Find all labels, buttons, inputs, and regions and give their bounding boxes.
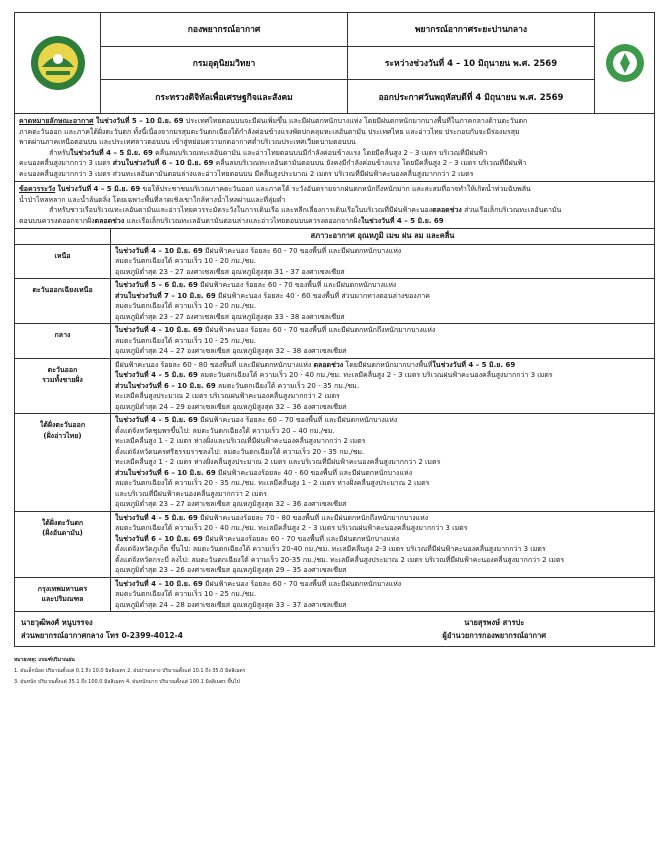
- detail-period: ในช่วงวันที่ 4 – 5 มิ.ย. 69: [115, 416, 198, 424]
- rainfall-notes: [14, 655, 655, 688]
- detail-line: [115, 489, 650, 500]
- region-name-line: กรุงเทพมหานคร: [37, 584, 88, 593]
- detail-line: [115, 267, 650, 278]
- notes-line-2: 3. ฝนหนัก ปริมาณตั้งแต่ 35.1 ถึง 100.0 มิลลิเมตร 4. ฝนหนักมาก ปริมาณตั้งแต่ 100.1 มิลลิเมตร ขึ้นไป: [14, 679, 240, 685]
- region-col-header: [15, 229, 111, 244]
- director-title: ผู้อำนวยการกองพยากรณ์อากาศ: [442, 631, 547, 640]
- detail-period: ส่วนในช่วงวันที่ 6 – 10 มิ.ย. 69: [115, 381, 216, 390]
- detail-text: อุณหภูมิต่ำสุด 24 – 29 องศาเซลเซียส อุณหภูมิสูงสุด 32 – 36 องศาเซลเซียส: [115, 402, 347, 411]
- detail-line: [115, 280, 650, 291]
- caution-label: ข้อควรระวัง: [19, 185, 56, 193]
- detail-text: มีฝนฟ้าคะนอง ร้อยละ 40 - 60 ของพื้นที่ ส่วนมากทางตอนล่างของภาค: [215, 291, 430, 300]
- document-header: [14, 12, 655, 114]
- region-name-line: เหนือ: [54, 251, 71, 260]
- region-name: [15, 244, 111, 279]
- forecaster-name: นายวุฒิพงศ์ หนูบรรจง: [21, 618, 93, 627]
- table-row: [15, 577, 655, 612]
- detail-period: ตลอดช่วง: [313, 360, 344, 369]
- region-name-line: และปริมณฑล: [41, 595, 84, 603]
- detail-period: ในช่วงวันที่ 4 – 10 มิ.ย. 69: [115, 326, 203, 334]
- region-name: [15, 358, 111, 414]
- detail-text: และบริเวณที่มีฝนฟ้าคะนองคลื่นสูงมากกว่า 2 เมตร: [115, 489, 267, 498]
- detail-text: ตั้งแต่จังหวัดภูเก็ต ขึ้นไป: ลมตะวันตกเฉียงใต้ ความเร็ว 20-40 กม./ชม. ทะเลมีคลื่นสูง 2-3 เมตร บริเวณที่มีฝนฟ้าคะนองคลื่นสูงมากกว่า 3 เมตร: [115, 545, 546, 553]
- detail-text: อุณหภูมิต่ำสุด 23 – 27 องศาเซลเซียส อุณหภูมิสูงสุด 32 – 36 องศาเซลเซียส: [115, 500, 347, 508]
- detail-line: [115, 370, 650, 381]
- header-agency-block: [101, 13, 348, 113]
- detail-period: ในช่วงวันที่ 4 – 5 มิ.ย. 69: [432, 360, 516, 369]
- detail-line: [115, 346, 650, 357]
- tmd-emblem-icon: [604, 42, 646, 84]
- header-forecast-period: ระหว่างช่วงวันที่ 4 – 10 มิถุนายน พ.ศ. 2569: [348, 47, 594, 81]
- table-row: [15, 511, 655, 577]
- detail-text: อุณหภูมิต่ำสุด 23 - 27 องศาเซลเซียส อุณหภูมิสูงสุด 33 - 38 องศาเซลเซียส: [115, 312, 345, 321]
- detail-line: [115, 256, 650, 267]
- detail-period: ในช่วงวันที่ 4 – 5 มิ.ย. 69: [115, 513, 198, 522]
- forecaster-contact: ส่วนพยากรณ์อากาศกลาง โทร 0-2399-4012-4: [21, 631, 183, 640]
- detail-line: [115, 600, 650, 611]
- detail-period: ในช่วงวันที่ 4 – 10 มิ.ย. 69: [115, 246, 203, 255]
- detail-line: [115, 391, 650, 402]
- region-name-line: กลาง: [54, 331, 71, 339]
- detail-line: [115, 589, 650, 600]
- detail-line: [115, 457, 650, 468]
- detail-line: [115, 246, 650, 257]
- detail-text: ลมตะวันตกเฉียงใต้ ความเร็ว 10 - 20 กม./ชม.: [115, 302, 257, 310]
- regional-forecast-table: [14, 229, 655, 612]
- detail-line: [115, 523, 650, 534]
- region-details: [111, 324, 655, 359]
- detail-line: [115, 336, 650, 347]
- detail-line: [115, 478, 650, 489]
- detail-line: [115, 312, 650, 323]
- caution-notice: ข้อควรระวัง ในช่วงวันที่ 4 – 5 มิ.ย. 69 ขอให้ประชาชนบริเวณภาคตะวันออก และภาคใต้ ระวังอันตรายจากฝนตกหนักถึงหนักมาก และสะสมที่อาจทำให้เกิดน้ำท่วมฉับพลัน น้ำป่าไหลหลาก และน้ำล้นตลิ่ง โดยเฉพาะพื้นที่ลาดเชิงเขาใกล้ทางน้ำไหลผ่านและที่ลุ่มต่ำ สำหรับชาวเรือบริเวณทะเลอันดามันและอ่าวไทยควรระมัดระวังในการเดินเรือ และหลีกเลี่ยงการเดินเรือในบริเวณที่มีฝนฟ้าคะนองตลอดช่วง ส่วนเรือเล็กบริเวณทะเลอันดามัน ตอนบนควรงดออกจากฝั่งตลอดช่วง และเรือเล็กบริเวณทะเลอันดามันตอนล่างและอ่าวไทยตอนบนควรงดออกจากฝั่งในช่วงวันที่ 4 – 5 มิ.ย. 69: [19, 185, 562, 225]
- detail-line: [115, 513, 650, 524]
- detail-period: ในช่วงวันที่ 6 – 10 มิ.ย. 69: [115, 534, 203, 543]
- tmd-seal-icon: [28, 33, 88, 93]
- region-name: [15, 279, 111, 324]
- region-name: [15, 324, 111, 359]
- region-details: [111, 244, 655, 279]
- left-logo: [15, 13, 101, 113]
- detail-text: มีฝนฟ้าคะนองร้อยละ 70 - 80 ของพื้นที่ และมีฝนตกหนักถึงหนักมากบางแห่ง: [197, 513, 429, 522]
- detail-text: มีฝนฟ้าคะนอง ร้อยละ 60 - 80 ของพื้นที่ และมีฝนตกหนักบางแห่ง: [115, 360, 314, 369]
- forecast-summary: [14, 114, 655, 229]
- detail-text: ทะเลมีคลื่นสูงประมาณ 2 เมตร บริเวณฝนฟ้าคะนองคลื่นสูงมากกว่า 2 เมตร: [115, 392, 340, 400]
- detail-text: ลมตะวันตกเฉียงใต้ ความเร็ว 20 - 35 กม./ชม.: [215, 381, 360, 390]
- detail-text: อุณหภูมิต่ำสุด 23 – 26 องศาเซลเซียส อุณหภูมิสูงสุด 29 – 35 องศาเซลเซียส: [115, 566, 347, 574]
- region-details: [111, 279, 655, 324]
- detail-line: [115, 468, 650, 479]
- detail-period: ในช่วงวันที่ 4 – 10 มิ.ย. 69: [115, 579, 203, 588]
- table-row: [15, 279, 655, 324]
- detail-text: มีฝนฟ้าคะนองร้อยละ 60 - 70 ของพื้นที่ และมีฝนตกหนักบางแห่ง: [202, 534, 400, 543]
- region-details: [111, 414, 655, 512]
- table-row: [15, 244, 655, 279]
- detail-line: [115, 555, 650, 566]
- detail-text: อุณหภูมิต่ำสุด 24 – 28 องศาเซลเซียส อุณหภูมิสูงสุด 33 – 37 องศาเซลเซียส: [115, 600, 347, 609]
- detail-period: ส่วนในช่วงวันที่ 6 – 10 มิ.ย. 69: [115, 468, 216, 477]
- header-ministry: กระทรวงดิจิทัลเพื่อเศรษฐกิจและสังคม: [155, 92, 293, 103]
- region-details: [111, 358, 655, 414]
- detail-text: โดยมีฝนตกหนักมากบางพื้นที่: [343, 360, 433, 369]
- detail-text: อุณหภูมิต่ำสุด 23 - 27 องศาเซลเซียส อุณหภูมิสูงสุด 31 - 37 องศาเซลเซียส: [115, 267, 345, 276]
- detail-line: [115, 579, 650, 590]
- detail-line: [115, 415, 650, 426]
- detail-line: [115, 499, 650, 510]
- weather-overview: คาดหมายลักษณะอากาศ ในช่วงวันที่ 5 – 10 มิ.ย. 69 ประเทศไทยตอนบนจะมีฝนเพิ่มขึ้น และมีฝนตกหนักบางแห่ง โดยมีฝนตกหนักมากบางพื้นที่ในภาคกลางด้านตะวันตก ภาคตะวันออก และภาคใต้ฝั่งตะวันตก ทั้งนี้เนื่องจากมรสุมตะวันตกเฉียงใต้กำลังค่อนข้างแรงพัดปกคลุมทะเลอันดามัน ประเทศไทย และอ่าวไทย ประกอบกับจะมีร่องมรสุม พาดผ่านภาคเหนือตอนบน และประเทศลาวตอนบน เข้าสู่หย่อมความกดอากาศต่ำบริเวณประเทศเวียดนามตอนบน สำหรับในช่วงวันที่ 4 – 5 มิ.ย. 69 คลื่นลมบริเวณทะเลอันดามัน และอ่าวไทยตอนบนมีกำลังค่อนข้างแรง โดยมีคลื่นสูง 2 - 3 เมตร บริเวณที่มีฝนฟ้า คะนองคลื่นสูงมากกว่า 3 เมตร ส่วนในช่วงวันที่ 6 – 10 มิ.ย. 69 คลื่นลมบริเวณทะเลอันดามันตอนบน ยังคงมีกำลังค่อนข้างแรง โดยมีคลื่นสูง 2 - 3 เมตร บริเวณที่มีฝนฟ้า คะนองคลื่นสูงมากกว่า 3 เมตร ส่วนทะเลอันดามันตอนล่างและอ่าวไทยตอนบน มีคลื่นสูงประมาณ 2 เมตร บริเวณที่มีฝนฟ้าคะนองคลื่นสูงมากกว่า 2 เมตร: [15, 114, 654, 182]
- region-details: [111, 511, 655, 577]
- conditions-col-header: สภาวะอากาศ อุณหภูมิ เมฆ ฝน ลม และคลื่น: [111, 229, 655, 244]
- header-department: กองพยากรณ์อากาศ: [101, 13, 347, 47]
- detail-text: มีฝนฟ้าคะนอง ร้อยละ 60 – 70 ของพื้นที่ และมีฝนตกหนักบางแห่ง: [197, 416, 398, 424]
- notes-title: หมายเหตุ: เกณฑ์ปริมาณฝน: [14, 657, 75, 663]
- region-name-line: (ฝั่งอ่าวไทย): [43, 431, 82, 440]
- forecast-document: [14, 12, 655, 688]
- detail-text: มีฝนฟ้าคะนอง ร้อยละ 60 - 70 ของพื้นที่ และมีฝนตกหนักถึงหนักมากบางแห่ง: [202, 326, 436, 334]
- signature-left: [15, 612, 335, 646]
- director-name: นายสุรพงษ์ สารปะ: [464, 618, 525, 627]
- region-name-line: ใต้ฝั่งตะวันออก: [39, 421, 86, 429]
- header-forecast-type: พยากรณ์อากาศระยะปานกลาง: [348, 13, 594, 47]
- region-details: [111, 577, 655, 612]
- header-forecast-block: [348, 13, 594, 113]
- right-logo: [594, 13, 654, 113]
- detail-line: [115, 436, 650, 447]
- detail-text: ลมตะวันตกเฉียงใต้ ความเร็ว 20 - 40 กม./ชม. ทะเลมีคลื่นสูง 2 - 3 เมตร บริเวณฝนฟ้าคะนองคลื่นสูงมากกว่า 3 เมตร: [197, 371, 553, 379]
- detail-period: ในช่วงวันที่ 4 – 5 มิ.ย. 69: [115, 371, 198, 379]
- detail-line: [115, 565, 650, 576]
- detail-line: [115, 360, 650, 371]
- detail-text: ลมตะวันตกเฉียงใต้ ความเร็ว 10 - 20 กม./ชม.: [115, 257, 257, 265]
- region-name-line: ใต้ฝั่งตะวันตก: [41, 518, 84, 527]
- detail-line: [115, 426, 650, 437]
- detail-text: ลมตะวันตกเฉียงใต้ ความเร็ว 10 - 25 กม./ชม.: [115, 590, 257, 598]
- detail-line: [115, 291, 650, 302]
- detail-line: [115, 325, 650, 336]
- signature-right: [335, 612, 655, 646]
- detail-text: ลมตะวันตกเฉียงใต้ ความเร็ว 20 - 35 กม./ชม. ทะเลมีคลื่นสูง 1 - 2 เมตร ห่างฝั่งคลื่นสูงประมาณ 2 เมตร: [115, 479, 430, 487]
- notes-line-1: 1. ฝนเล็กน้อย ปริมาณตั้งแต่ 0.1 ถึง 10.0 มิลลิเมตร 2. ฝนปานกลาง ปริมาณตั้งแต่ 10.1 ถึง 35.0 มิลลิเมตร: [14, 668, 246, 674]
- detail-text: ลมตะวันตกเฉียงใต้ ความเร็ว 10 - 25 กม./ชม.: [115, 336, 257, 345]
- detail-text: ทะเลมีคลื่นสูง 1 - 2 เมตร ห่างฝั่งและบริเวณที่มีฝนฟ้าคะนองคลื่นสูงมากกว่า 2 เมตร: [115, 437, 366, 445]
- region-name-line: (ฝั่งอันดามัน): [42, 529, 83, 537]
- detail-line: [115, 447, 650, 458]
- region-name-line: ตะวันออกเฉียงเหนือ: [32, 286, 93, 294]
- detail-line: [115, 534, 650, 545]
- header-issue-date: ออกประกาศวันพฤหัสบดีที่ 4 มิถุนายน พ.ศ. 2569: [378, 92, 564, 103]
- detail-text: ทะเลมีคลื่นสูง 1 - 2 เมตร ห่างฝั่งคลื่นสูงประมาณ 2 เมตร และบริเวณที่มีฝนฟ้าคะนองคลื่นสูงมากกว่า 2 เมตร: [115, 458, 441, 466]
- detail-line: [115, 544, 650, 555]
- detail-text: ตั้งแต่จังหวัดกระบี่ ลงไป: ลมตะวันตกเฉียงใต้ ความเร็ว 20-35 กม./ชม. ทะเลมีคลื่นสูงประมาณ 2 เมตร บริเวณที่มีฝนฟ้าคะนองคลื่นสูงมากกว่า 2 เมตร: [115, 555, 565, 564]
- detail-text: มีฝนฟ้าคะนองร้อยละ 40 - 60 ของพื้นที่ และมีฝนตกหนักบางแห่ง: [215, 468, 412, 477]
- table-row: [15, 358, 655, 414]
- detail-text: มีฝนฟ้าคะนอง ร้อยละ 60 - 70 ของพื้นที่ และมีฝนตกหนักบางแห่ง: [202, 246, 402, 255]
- header-ministry-dept: กรมอุตุนิยมวิทยา: [101, 47, 347, 81]
- detail-line: [115, 402, 650, 413]
- detail-text: มีฝนฟ้าคะนอง ร้อยละ 60 - 70 ของพื้นที่ และมีฝนตกหนักบางแห่ง: [202, 579, 402, 588]
- region-name-line: รวมทั้งชายฝั่ง: [42, 376, 83, 384]
- detail-period: ส่วนในช่วงวันที่ 7 – 10 มิ.ย. 69: [115, 291, 216, 300]
- region-name-line: ตะวันออก: [47, 365, 78, 374]
- signature-block: [14, 612, 655, 647]
- region-name: [15, 577, 111, 612]
- detail-text: ลมตะวันตกเฉียงใต้ ความเร็ว 20 - 40 กม./ชม. ทะเลมีคลื่นสูง 2 - 3 เมตร บริเวณฝนฟ้าคะนองคลื่นสูงมากกว่า 3 เมตร: [115, 524, 468, 532]
- table-row: [15, 414, 655, 512]
- region-name: [15, 511, 111, 577]
- detail-period: ในช่วงวันที่ 5 – 6 มิ.ย. 69: [115, 281, 198, 289]
- region-name: [15, 414, 111, 512]
- detail-text: อุณหภูมิต่ำสุด 24 – 27 องศาเซลเซียส อุณหภูมิสูงสุด 32 – 38 องศาเซลเซียส: [115, 347, 347, 355]
- detail-line: [115, 301, 650, 312]
- detail-text: ตั้งแต่จังหวัดนครศรีธรรมราชลงไป: ลมตะวันตกเฉียงใต้ ความเร็ว 20 - 35 กม./ชม.: [115, 447, 365, 456]
- detail-text: มีฝนฟ้าคะนอง ร้อยละ 60 - 70 ของพื้นที่ และมีฝนตกหนักบางแห่ง: [197, 281, 397, 289]
- overview-label: คาดหมายลักษณะอากาศ: [19, 117, 94, 125]
- table-row: [15, 324, 655, 359]
- detail-line: [115, 381, 650, 392]
- detail-text: ตั้งแต่จังหวัดชุมพรขึ้นไป: ลมตะวันตกเฉียงใต้ ความเร็ว 20 – 40 กม./ชม.: [115, 426, 335, 435]
